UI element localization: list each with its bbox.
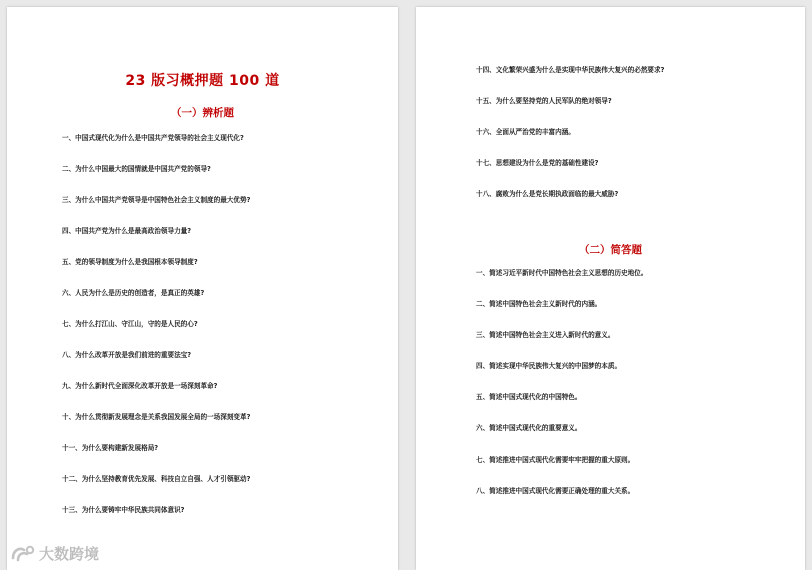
brand-logo-icon <box>10 544 36 564</box>
question-item: 五、简述中国式现代化的中国特色。 <box>476 393 582 401</box>
question-item: 四、简述实现中华民族伟大复兴的中国梦的本质。 <box>476 362 622 370</box>
question-item: 十二、为什么坚持教育优先发展、科技自立自强、人才引领驱动? <box>62 475 251 483</box>
question-item: 一、中国式现代化为什么是中国共产党领导的社会主义现代化? <box>62 134 244 142</box>
question-item: 十三、为什么要铸牢中华民族共同体意识? <box>62 506 185 514</box>
section-title-short-answer: （二）简答题 <box>579 244 642 256</box>
question-item: 十七、思想建设为什么是党的基础性建设? <box>476 159 599 167</box>
question-item: 七、为什么打江山、守江山，守的是人民的心? <box>62 320 198 328</box>
question-item: 四、中国共产党为什么是最高政治领导力量? <box>62 227 192 235</box>
document-page-left <box>7 7 398 570</box>
question-item: 六、人民为什么是历史的创造者，是真正的英雄? <box>62 289 205 297</box>
document-title: 23 版习概押题 100 道 <box>125 73 280 89</box>
question-item: 一、简述习近平新时代中国特色社会主义思想的历史地位。 <box>476 269 648 277</box>
question-item: 二、为什么中国最大的国情就是中国共产党的领导? <box>62 165 211 173</box>
question-item: 十八、腐败为什么是党长期执政面临的最大威胁? <box>476 190 619 198</box>
question-item: 五、党的领导制度为什么是我国根本领导制度? <box>62 258 198 266</box>
question-item: 三、简述中国特色社会主义进入新时代的意义。 <box>476 331 615 339</box>
question-item: 十、为什么贯彻新发展理念是关系我国发展全局的一场深刻变革? <box>62 413 251 421</box>
question-item: 七、简述推进中国式现代化需要牢牢把握的重大原则。 <box>476 456 635 464</box>
question-item: 三、为什么中国共产党领导是中国特色社会主义制度的最大优势? <box>62 196 251 204</box>
question-item: 十五、为什么要坚持党的人民军队的绝对领导? <box>476 97 612 105</box>
question-item: 二、简述中国特色社会主义新时代的内涵。 <box>476 300 602 308</box>
question-item: 六、简述中国式现代化的重要意义。 <box>476 424 582 432</box>
question-item: 九、为什么新时代全面深化改革开放是一场深刻革命? <box>62 382 218 390</box>
question-item: 八、为什么改革开放是我们前进的重要法宝? <box>62 351 192 359</box>
watermark <box>10 543 99 564</box>
question-item: 十一、为什么要构建新发展格局? <box>62 444 159 452</box>
question-item: 十四、文化繁荣兴盛为什么是实现中华民族伟大复兴的必然要求? <box>476 66 665 74</box>
question-item: 八、简述推进中国式现代化需要正确处理的重大关系。 <box>476 487 635 495</box>
document-page-right <box>416 7 805 570</box>
watermark-text: 大数跨境 <box>39 545 100 563</box>
question-item: 十六、全面从严治党的丰富内涵。 <box>476 128 575 136</box>
section-title-analysis: （一）辨析题 <box>171 107 234 119</box>
